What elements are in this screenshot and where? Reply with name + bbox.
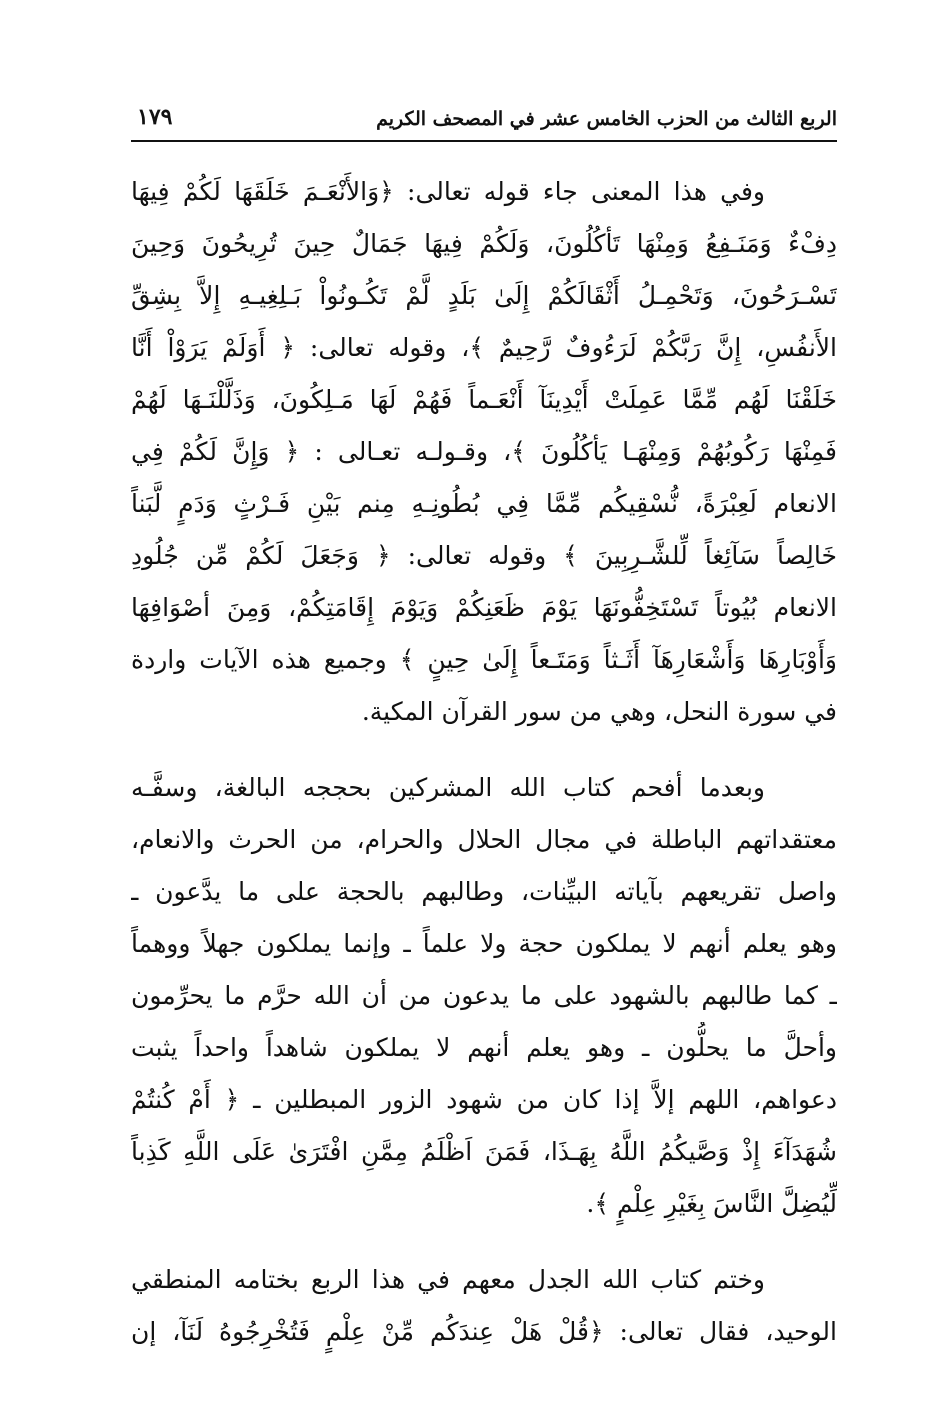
running-title: الربع الثالث من الحزب الخامس عشر في المصحف الكريم: [376, 108, 837, 130]
text-line: تَسْـرَحُونَ، وَتَحْمِـلُ أَثْقَالَكُمْ إِلَىٰ بَلَدٍ لَّمْ تَكُـونُواْ بَـلِغِيـهِ إِلاَّ بِشِقِّ: [131, 281, 837, 310]
page-body: [131, 166, 837, 1358]
text-line: وختم كتاب الله الجدل معهم في هذا الربع بختامه المنطقي: [131, 1265, 765, 1294]
paragraph-1: [131, 166, 837, 738]
text-line: الانعام لَعِبْرَةً، نُّسْقِيكُم مِّمَّا فِي بُطُونِـهِ مِنم بَيْنِ فَـرْثٍ وَدَمٍ لَّبَناً: [131, 489, 837, 518]
text-line: ـ كما طالبهم بالشهود على ما يدعون من أن الله حرَّم ما يحرِّمون: [131, 981, 837, 1010]
paragraph-2: [131, 762, 837, 1230]
text-line: وَأَوْبَارِهَا وَأَشْعَارِهَآ أَثَـثاً وَمَتَـعاً إِلَىٰ حِينٍ ﴾ وجميع هذه الآيات واردة: [131, 645, 837, 674]
text-line: شُهَدَآءَ إِذْ وَصَّيكُمُ اللَّهُ بِهَـذَا، فَمَنَ اَظْلَمُ مِمَّنِ افْتَرَىٰ عَلَى اللَّهِ كَذِباً: [131, 1137, 837, 1166]
text-line: وبعدما أفحم كتاب الله المشركين بحججه البالغة، وسفَّـه: [131, 773, 765, 802]
text-line: وأحلَّ ما يحلُّون ـ وهو يعلم أنهم لا يملكون شاهداً واحداً يثبت: [131, 1033, 837, 1062]
text-line: واصل تقريعهم بآياته البيِّنات، وطالبهم بالحجة على ما يدَّعون ـ: [131, 877, 837, 906]
text-line: خَلَقْنَا لَهُم مِّمَّا عَمِلَتْ أَيْدِينَآ أَنْعَـماً فَهُمْ لَهَا مَـلِكُونَ، وَذَلَّلْنَـهَا لَهُمْ: [131, 385, 837, 414]
text-line: فَمِنْهَا رَكُوبُهُمْ وَمِنْهَـا يَأكُلُونَ ﴾، وقـولـه تعـالى : ﴿ وَإِنَّ لَكُمْ فِي: [131, 437, 837, 466]
paragraph-3: [131, 1254, 837, 1358]
text-line: في سورة النحل، وهي من سور القرآن المكية.: [361, 697, 837, 726]
text-line: الوحيد، فقال تعالى: ﴿قُلْ هَلْ عِندَكُم مِّنْ عِلْمٍ فَتُخْرِجُوهُ لَنَآ، إن: [131, 1317, 837, 1346]
text-line: دِفْءٌ وَمَنَـفِعُ وَمِنْهَا تَأكُلُونَ، وَلَكُمْ فِيهَا جَمَالٌ حِينَ تُرِيحُونَ وَحِينَ: [131, 229, 837, 258]
page-number: ١٧٩: [137, 104, 173, 130]
text-line: معتقداتهم الباطلة في مجال الحلال والحرام، من الحرث والانعام،: [131, 825, 837, 854]
text-line: الانعام بُيُوتاً تَسْتَخِفُّونَهَا يَوْمَ ظَعَنِكُمْ وَيَوْمَ إِقَامَتِكُمْ، وَمِنَ أصْوَافِهَا: [131, 593, 837, 622]
text-line: خَالِصاً سَآئِغاً لِّلشَّـرِبِينَ ﴾ وقوله تعالى: ﴿ وَجَعَلَ لَكُمْ مِّن جُلُودِ: [131, 541, 837, 570]
text-line: وهو يعلم أنهم لا يملكون حجة ولا علماً ـ وإنما يملكون جهلاً ووهماً: [131, 929, 837, 958]
text-line: وفي هذا المعنى جاء قوله تعالى: ﴿وَالأَنْعَـمَ خَلَقَهَا لَكُمْ فِيهَا: [131, 177, 765, 206]
book-page: [131, 96, 837, 1382]
running-header: [131, 96, 837, 142]
text-line: لِّيُضِلَّ النَّاسَ بِغَيْرِ عِلْمٍ ﴾.: [586, 1189, 837, 1218]
text-line: دعواهم، اللهم إلاَّ إذا كان من شهود الزور المبطلين ـ ﴿ أَمْ كُنتُمْ: [131, 1085, 837, 1114]
text-line: الأَنفُسِ، إِنَّ رَبَّكُمْ لَرَءُوفٌ رَّحِيمٌ ﴾، وقوله تعالى: ﴿ أَوَلَمْ يَرَوْاْ أَنَّا: [131, 333, 837, 362]
